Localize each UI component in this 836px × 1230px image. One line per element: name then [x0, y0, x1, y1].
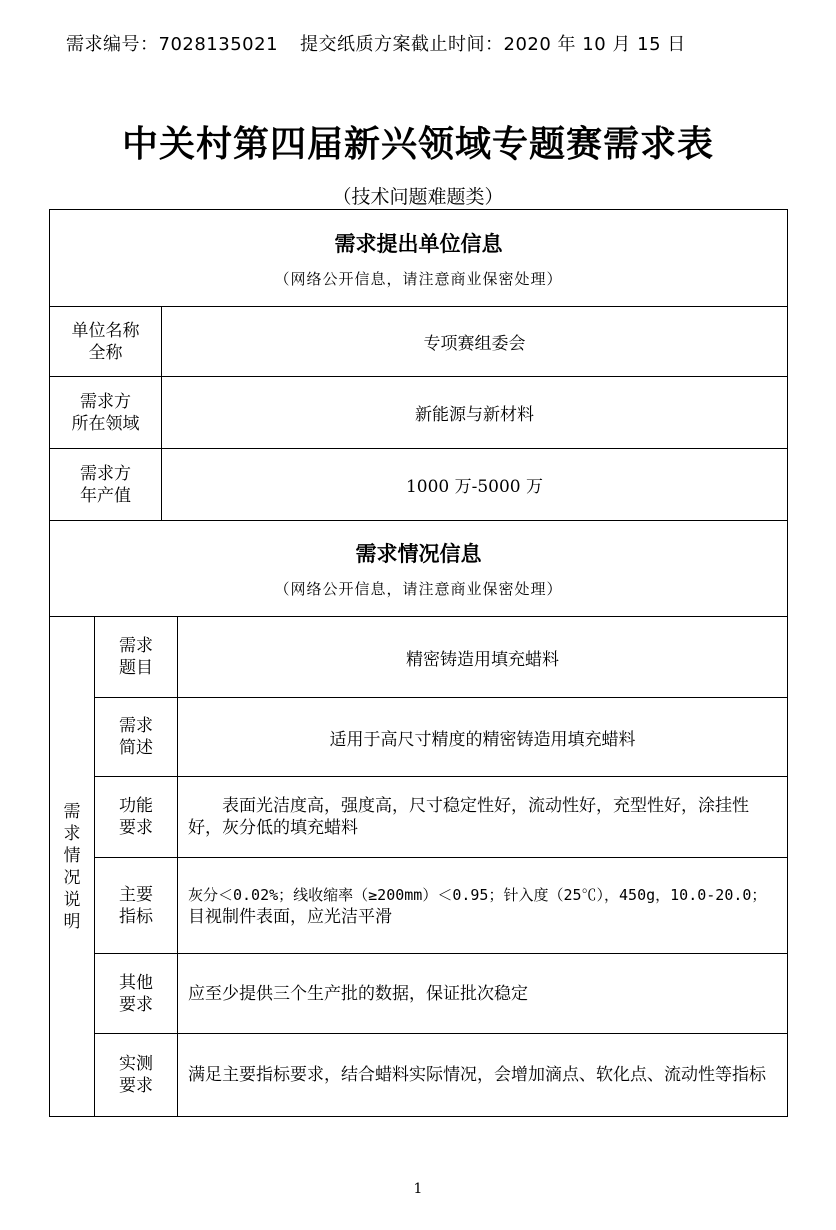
field-label: 需求 简述 [95, 698, 178, 777]
table-row [50, 698, 788, 777]
side-label: 需求情况说明 [63, 801, 81, 932]
field-label: 实测 要求 [95, 1034, 178, 1117]
table-row [50, 1034, 788, 1117]
field-value: 满足主要指标要求，结合蜡料实际情况，会增加滴点、软化点、流动性等指标 [178, 1034, 788, 1117]
submission-deadline: 提交纸质方案截止时间：2020 年 10 月 15 日 [300, 34, 686, 55]
side-label-cell [50, 617, 95, 1117]
section-title: 需求情况信息 [355, 542, 482, 566]
indicator-line: 目视制件表面，应光洁平滑 [188, 906, 392, 927]
field-value: 精密铸造用填充蜡料 [178, 617, 788, 698]
field-label: 单位名称 全称 [50, 307, 162, 377]
field-label: 需求方 所在领域 [50, 377, 162, 449]
field-label: 需求 题目 [95, 617, 178, 698]
section-header-unit-info [50, 210, 788, 307]
field-value: 表面光洁度高，强度高，尺寸稳定性好，流动性好，充型性好，涂挂性好，灰分低的填充蜡料 [178, 777, 788, 858]
demand-number: 需求编号：7028135021 [66, 34, 279, 55]
page-number: 1 [413, 1181, 423, 1197]
table-row [50, 777, 788, 858]
page-title: 中关村第四届新兴领域专题赛需求表 [121, 124, 714, 165]
table-row [50, 954, 788, 1034]
field-value: 专项赛组委会 [162, 307, 788, 377]
section-header-demand-info [50, 521, 788, 617]
field-label: 需求方 年产值 [50, 449, 162, 521]
field-value: 适用于高尺寸精度的精密铸造用填充蜡料 [178, 698, 788, 777]
table-row [50, 307, 788, 377]
table-row [50, 377, 788, 449]
field-label: 主要 指标 [95, 858, 178, 954]
field-label: 功能 要求 [95, 777, 178, 858]
page-subtitle: （技术问题难题类） [332, 186, 504, 208]
field-value [178, 858, 788, 954]
section-title: 需求提出单位信息 [334, 231, 503, 256]
table-row [50, 449, 788, 521]
field-value: 新能源与新材料 [162, 377, 788, 449]
section-note: （网络公开信息，请注意商业保密处理） [274, 269, 563, 288]
demand-form-table [49, 209, 788, 1117]
section-note: （网络公开信息，请注意商业保密处理） [274, 580, 563, 598]
field-value: 应至少提供三个生产批的数据，保证批次稳定 [178, 954, 788, 1034]
field-label: 其他 要求 [95, 954, 178, 1034]
field-value: 1000 万-5000 万 [162, 449, 788, 521]
indicator-line: 灰分＜0.02%；线收缩率（≥200mm）＜0.95；针入度（25℃），450g，10.0-20.0； [188, 885, 767, 904]
document-header [66, 30, 786, 56]
table-row [50, 858, 788, 954]
table-row [50, 617, 788, 698]
